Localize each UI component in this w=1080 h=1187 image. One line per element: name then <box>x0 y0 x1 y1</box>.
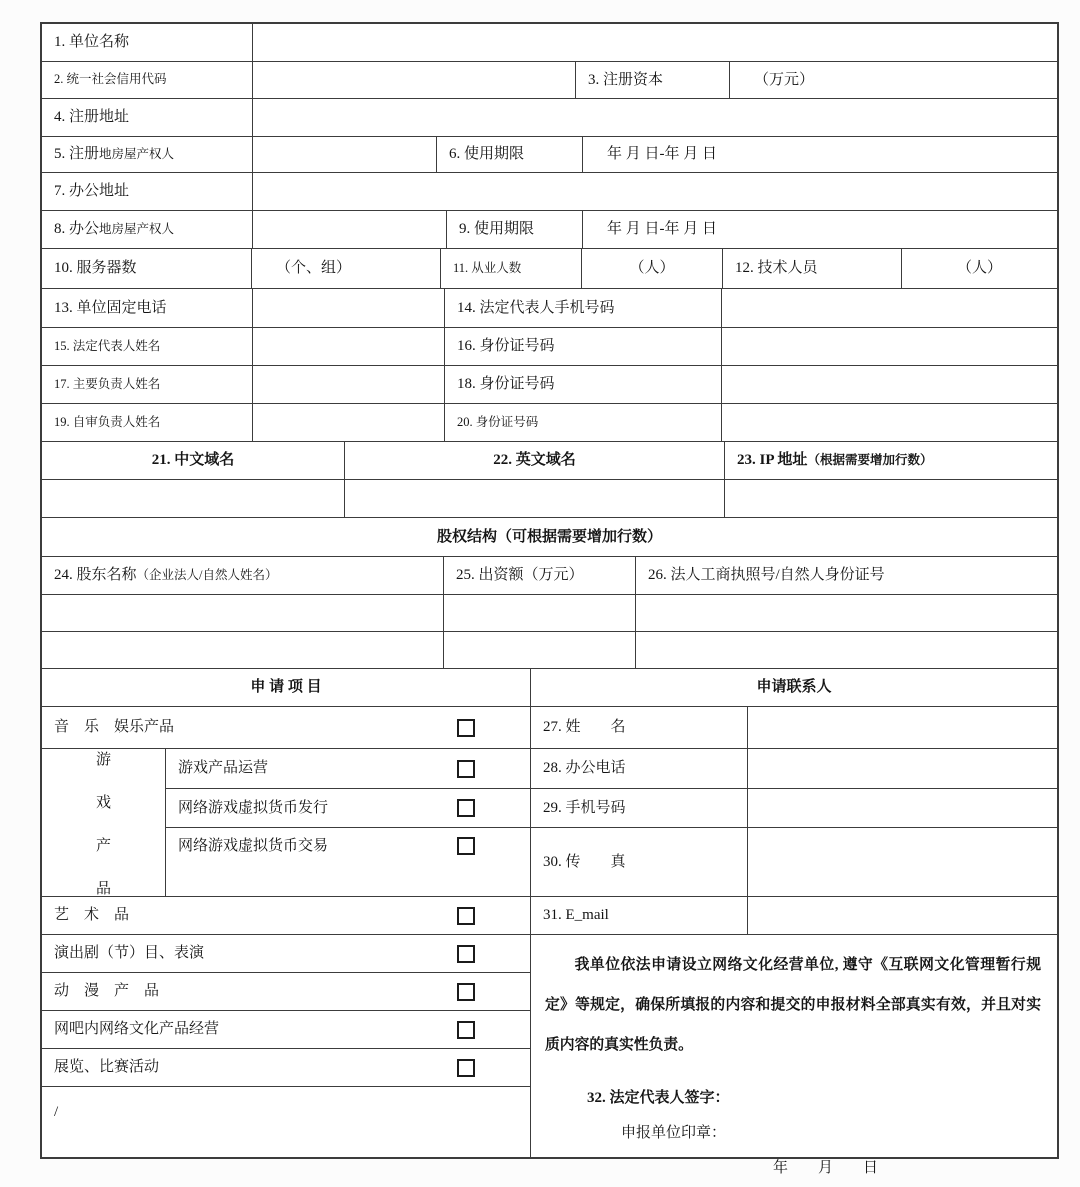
row-office-owner <box>42 211 1057 249</box>
legal-id-field <box>722 328 1057 366</box>
item-slash: / <box>54 1104 59 1120</box>
investment-field-2 <box>444 632 636 669</box>
legal-mobile-field <box>722 289 1057 328</box>
license-label: 26. 法人工商执照号/自然人身份证号 <box>636 557 1057 595</box>
contact-row-name <box>531 707 1057 749</box>
row-shareholder-1 <box>42 595 1057 632</box>
contact-row-office-phone <box>531 749 1057 789</box>
row-principal-name <box>42 366 1057 404</box>
shareholder-label: 24. 股东名称 （企业法人/自然人姓名） <box>42 557 444 595</box>
employees-unit: （人） <box>582 249 723 289</box>
item-anime: 动 漫 产 品 <box>42 973 530 1011</box>
license-field-2 <box>636 632 1057 669</box>
credit-code-label: 2. 统一社会信用代码 <box>42 62 253 99</box>
office-term-label: 9. 使用期限 <box>447 211 583 249</box>
contact-office-phone-label: 28. 办公电话 <box>531 749 748 789</box>
row-reg-owner <box>42 137 1057 173</box>
checkbox-music[interactable] <box>457 719 475 737</box>
reg-term-label: 6. 使用期限 <box>437 137 583 173</box>
contact-column <box>531 707 1057 1176</box>
checkbox-game-ops[interactable] <box>457 760 475 778</box>
contact-email-label: 31. E_mail <box>531 897 748 935</box>
cn-domain-header: 21. 中文域名 <box>42 442 345 480</box>
contact-name-label: 27. 姓 名 <box>531 707 748 749</box>
cn-domain-field <box>42 480 345 518</box>
office-term-value: 年 月 日-年 月 日 <box>583 211 1057 249</box>
apply-items-column <box>42 707 531 1157</box>
reg-capital-label: 3. 注册资本 <box>576 62 730 99</box>
principal-name-field <box>253 366 445 404</box>
reg-term-value: 年 月 日-年 月 日 <box>583 137 1057 173</box>
checkbox-exhibition[interactable] <box>457 1059 475 1077</box>
tech-label: 12. 技术人员 <box>723 249 902 289</box>
contact-fax-label: 30. 传 真 <box>531 828 748 897</box>
legal-name-field <box>253 328 445 366</box>
license-field-1 <box>636 595 1057 632</box>
item-row-slash <box>42 1087 530 1157</box>
checkbox-vc-trade[interactable] <box>457 837 475 855</box>
checkbox-cybercafe[interactable] <box>457 1021 475 1039</box>
contact-mobile-label: 29. 手机号码 <box>531 789 748 828</box>
shareholder-field-1 <box>42 595 444 632</box>
en-domain-field <box>345 480 725 518</box>
row-section-headers <box>42 669 1057 707</box>
equity-header: 股权结构（可根据需要增加行数） <box>42 518 1057 557</box>
unit-seal-label: 申报单位印章： <box>621 1124 727 1141</box>
contact-name-field <box>748 707 1057 749</box>
servers-label: 10. 服务器数 <box>42 249 252 289</box>
reg-owner-field <box>253 137 437 173</box>
row-unit-name <box>42 24 1057 62</box>
office-owner-label: 8. 办公 地房屋产权人 <box>42 211 253 249</box>
item-music: 音 乐 娱乐产品 <box>42 707 530 749</box>
item-performance: 演出剧（节）目、表演 <box>42 935 530 973</box>
row-office-address <box>42 173 1057 211</box>
item-row-performance <box>42 935 530 973</box>
ip-field <box>725 480 1057 518</box>
principal-name-label: 17. 主要负责人姓名 <box>42 366 253 404</box>
checkbox-anime[interactable] <box>457 983 475 1001</box>
bottom-section <box>42 707 1057 1176</box>
contact-fax-field <box>748 828 1057 897</box>
office-owner-field <box>253 211 447 249</box>
legal-name-label: 15. 法定代表人姓名 <box>42 328 253 366</box>
declaration-text: 我单位依法申请设立网络文化经营单位, 遵守《互联网文化管理暂行规定》等规定，确保所填报的内容和提交的申报材料全部真实有效，并且对实质内容的真实性负责。 <box>545 957 1041 1053</box>
item-exhibition: 展览、比赛活动 <box>42 1049 530 1087</box>
checkbox-art[interactable] <box>457 907 475 925</box>
ip-header: 23. IP 地址 （根据需要增加行数） <box>725 442 1057 480</box>
reg-capital-unit: （万元） <box>730 62 1057 99</box>
phone-field <box>253 289 445 328</box>
servers-unit: （个、组） <box>252 249 441 289</box>
contact-mobile-field <box>748 789 1057 828</box>
item-vc-trade: 网络游戏虚拟货币交易 <box>166 828 530 897</box>
legal-id-label: 16. 身份证号码 <box>445 328 722 366</box>
item-game-ops: 游戏产品运营 <box>166 749 530 789</box>
row-censor-name <box>42 404 1057 442</box>
item-cybercafe: 网吧内网络文化产品经营 <box>42 1011 530 1049</box>
declaration-cell <box>531 935 1057 1176</box>
checkbox-performance[interactable] <box>457 945 475 963</box>
checkbox-vc-issue[interactable] <box>457 799 475 817</box>
row-legal-name <box>42 328 1057 366</box>
item-row-exhibition <box>42 1049 530 1087</box>
employees-label: 11. 从业人数 <box>441 249 582 289</box>
investment-field-1 <box>444 595 636 632</box>
shareholder-field-2 <box>42 632 444 669</box>
item-row-art <box>42 897 530 935</box>
unit-name-label: 1. 单位名称 <box>42 24 253 62</box>
contact-email-field <box>748 897 1057 935</box>
censor-id-label: 20. 身份证号码 <box>445 404 722 442</box>
contact-office-phone-field <box>748 749 1057 789</box>
row-reg-address <box>42 99 1057 137</box>
reg-owner-label: 5. 注册 地房屋产权人 <box>42 137 253 173</box>
row-shareholder-2 <box>42 632 1057 669</box>
row-domain-values <box>42 480 1057 518</box>
item-art: 艺 术 品 <box>42 897 530 935</box>
legal-rep-signature-label: 32. 法定代表人签字： <box>587 1090 730 1106</box>
signature-date-label: 年 月 日 <box>773 1159 879 1176</box>
legal-mobile-label: 14. 法定代表人手机号码 <box>445 289 722 328</box>
row-domain-headers <box>42 442 1057 480</box>
censor-name-field <box>253 404 445 442</box>
investment-label: 25. 出资额（万元） <box>444 557 636 595</box>
apply-items-header: 申 请 项 目 <box>42 669 531 707</box>
unit-name-field <box>253 24 1057 62</box>
row-equity-header <box>42 518 1057 557</box>
principal-id-label: 18. 身份证号码 <box>445 366 722 404</box>
credit-code-field <box>253 62 576 99</box>
censor-id-field <box>722 404 1057 442</box>
application-form-table <box>40 22 1059 1176</box>
office-address-label: 7. 办公地址 <box>42 173 253 211</box>
reg-address-field <box>253 99 1057 137</box>
item-row-cybercafe <box>42 1011 530 1049</box>
reg-address-label: 4. 注册地址 <box>42 99 253 137</box>
contact-row-fax <box>531 828 1057 897</box>
item-row-music <box>42 707 530 749</box>
row-phone <box>42 289 1057 328</box>
row-servers <box>42 249 1057 289</box>
office-address-field <box>253 173 1057 211</box>
row-credit-code <box>42 62 1057 99</box>
tech-unit: （人） <box>902 249 1057 289</box>
item-vc-issue: 网络游戏虚拟货币发行 <box>166 789 530 828</box>
row-shareholder-headers <box>42 557 1057 595</box>
censor-name-label: 19. 自审负责人姓名 <box>42 404 253 442</box>
phone-label: 13. 单位固定电话 <box>42 289 253 328</box>
game-products-block <box>42 749 530 897</box>
en-domain-header: 22. 英文域名 <box>345 442 725 480</box>
game-products-vertical-label: 游 戏 产 品 <box>42 749 166 897</box>
contact-header: 申请联系人 <box>531 669 1057 707</box>
contact-row-email <box>531 897 1057 935</box>
item-row-anime <box>42 973 530 1011</box>
contact-row-mobile <box>531 789 1057 828</box>
principal-id-field <box>722 366 1057 404</box>
